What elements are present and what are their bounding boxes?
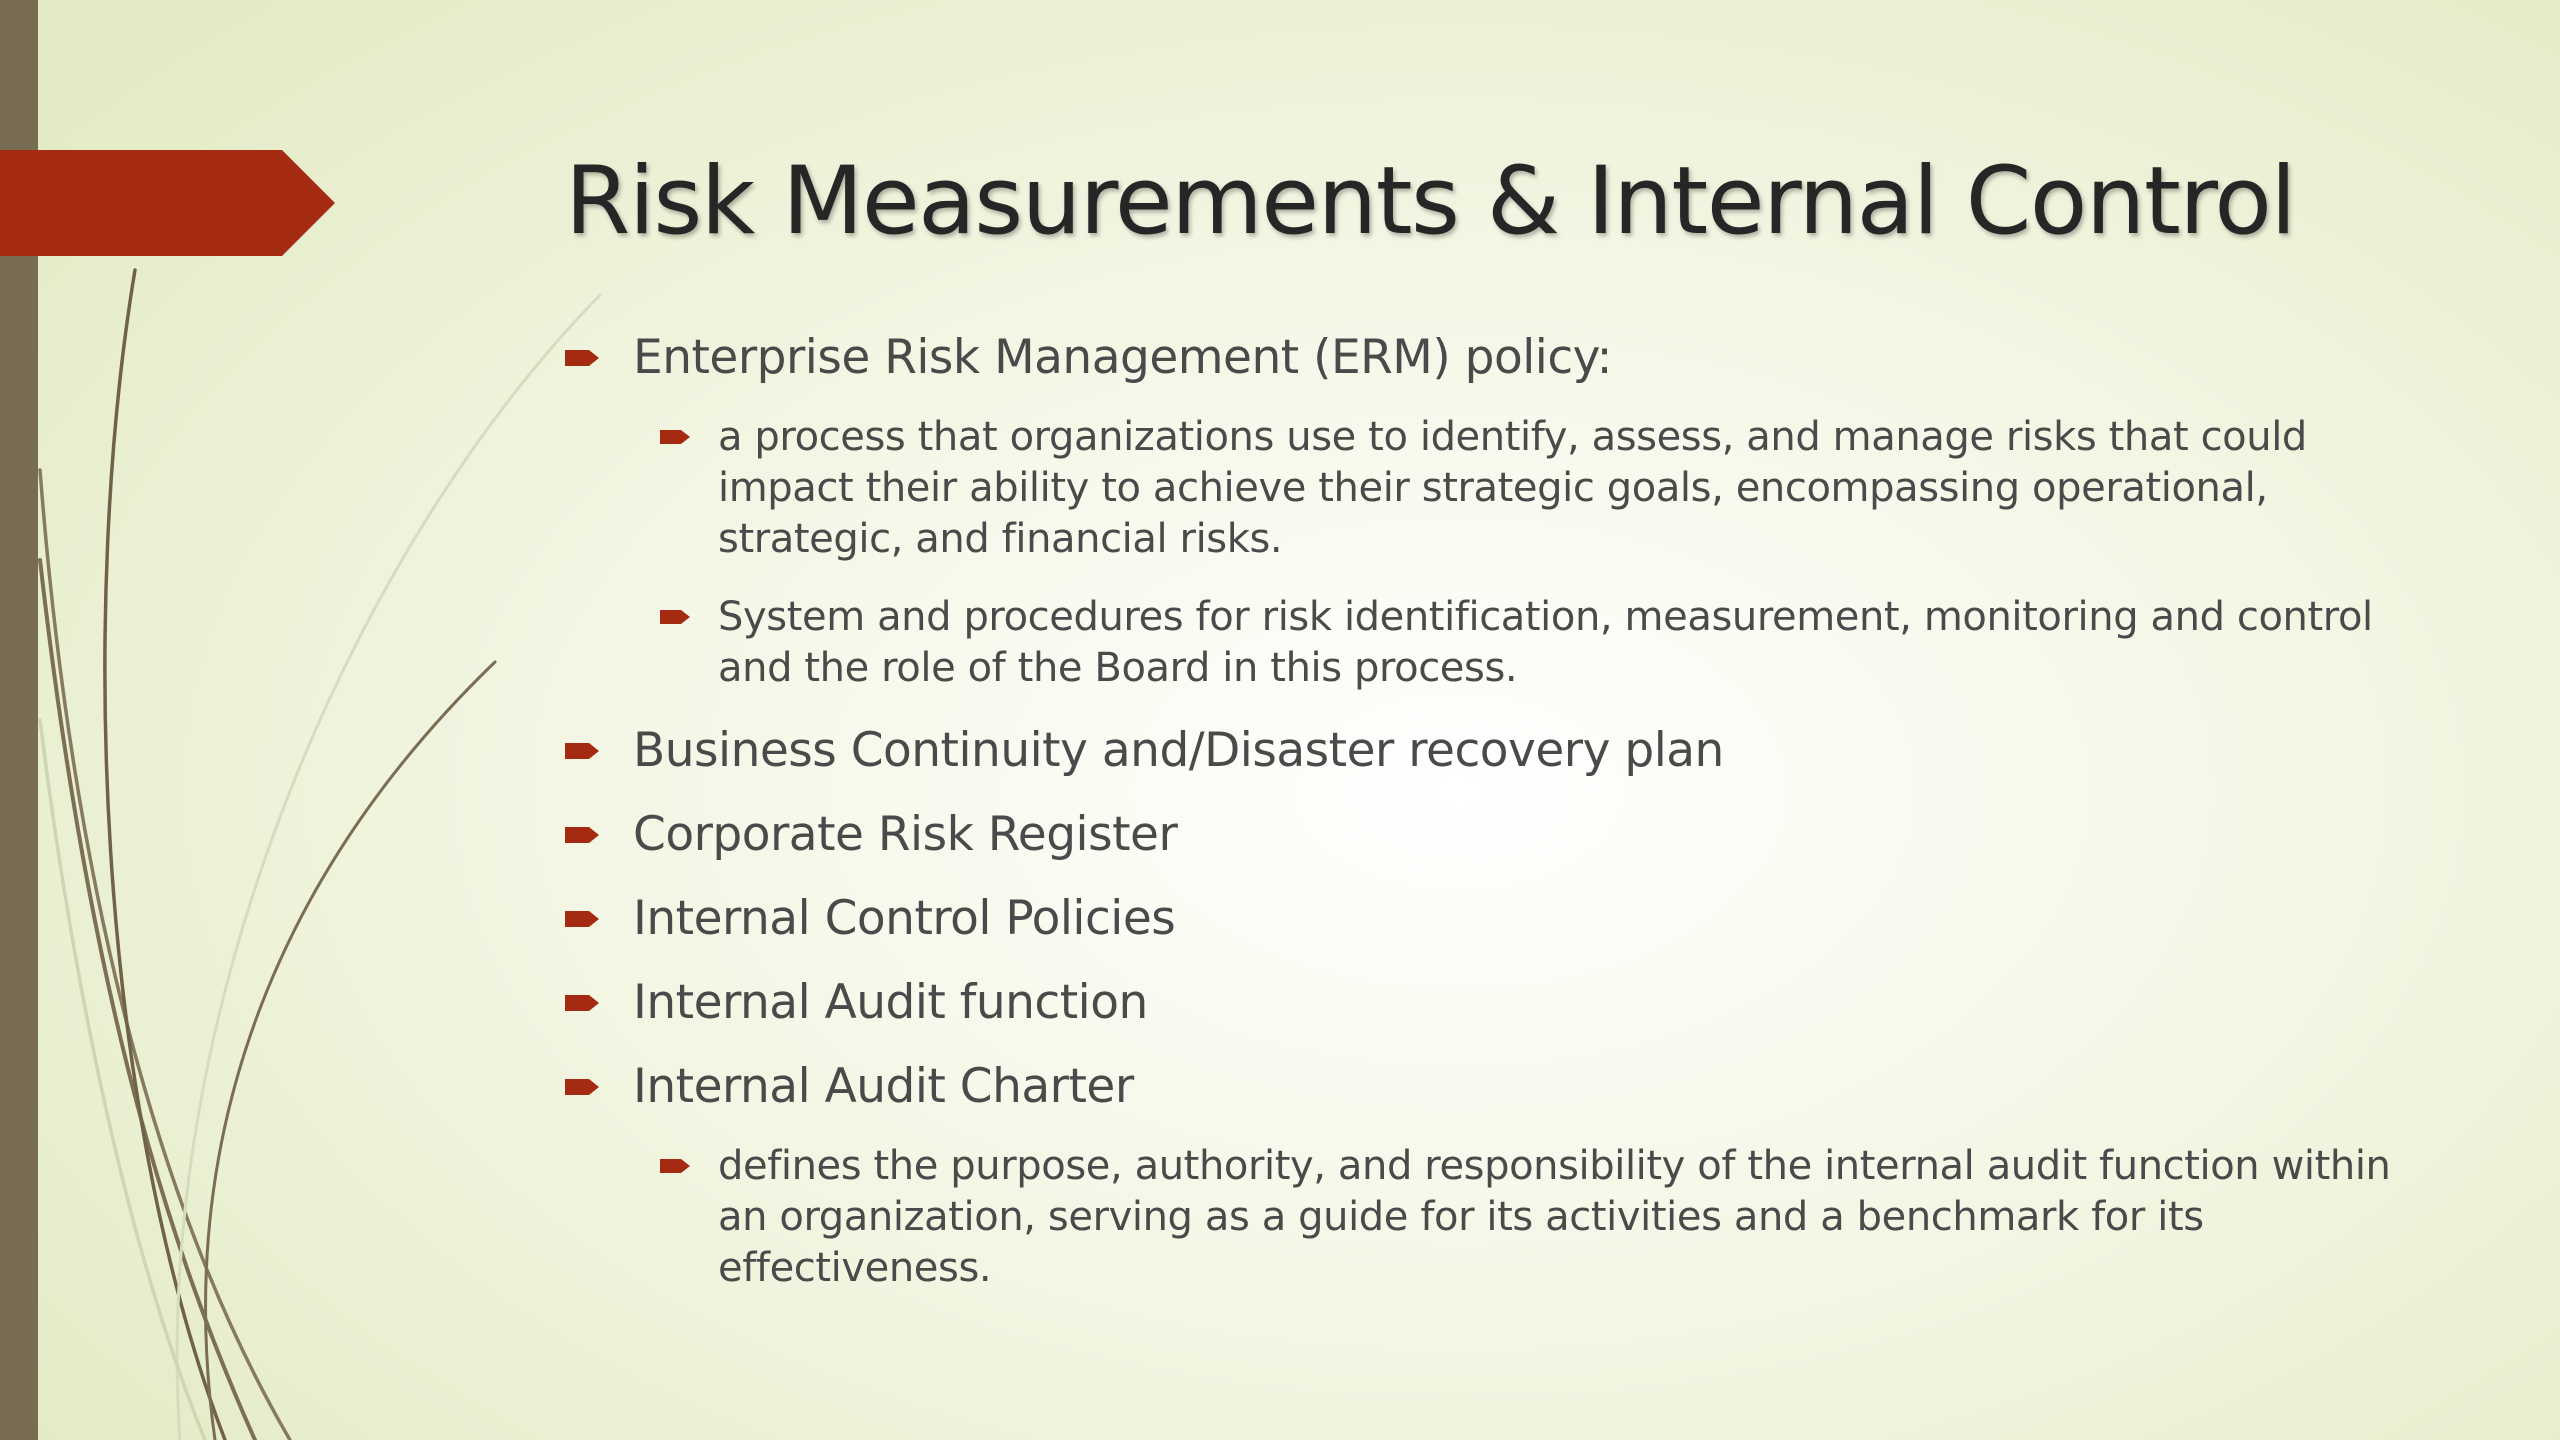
sub-bullet-text: System and procedures for risk identification, measurement, monitoring and control and the role of the Board in this process. [718,594,2373,691]
bullet-item-audit-function [565,973,2395,1033]
bullet-item-internal-control [565,889,2395,949]
bullet-text: Corporate Risk Register [633,807,1178,862]
bullet-text: Business Continuity and/Disaster recovery plan [633,723,1724,778]
sub-bullet-item-erm-system [660,592,2395,694]
bullet-list [565,328,2395,1321]
sub-bullet-item-charter-definition [660,1141,2395,1294]
bullet-item-business-continuity [565,721,2395,781]
arrow-bullet-icon [565,741,601,761]
sub-bullet-text: defines the purpose, authority, and responsibility of the internal audit function within an organization, serving as a guide for its activities and a benchmark for its effectiveness. [718,1143,2391,1291]
bullet-text: Internal Audit Charter [633,1059,1134,1114]
arrow-bullet-icon [660,1157,692,1175]
arrow-bullet-icon [565,909,601,929]
arrow-bullet-icon [660,608,692,626]
bullet-text: Internal Control Policies [633,891,1176,946]
sub-bullet-text: a process that organizations use to identify, assess, and manage risks that could impact their ability to achieve their strategic goals, encompassing operational, strategic, and financial risks. [718,414,2307,562]
bullet-item-audit-charter [565,1057,2395,1117]
arrow-bullet-icon [565,993,601,1013]
arrow-bullet-icon [660,428,692,446]
sub-bullet-item-erm-process [660,412,2395,565]
bullet-item-risk-register [565,805,2395,865]
arrow-bullet-icon [565,1077,601,1097]
title-arrow-banner [0,150,335,256]
slide-title: Risk Measurements & Internal Control [565,147,2296,256]
arrow-bullet-icon [565,348,601,368]
arrow-bullet-icon [565,825,601,845]
bullet-item-erm [565,328,2395,388]
bullet-text: Internal Audit function [633,975,1148,1030]
bullet-text: Enterprise Risk Management (ERM) policy: [633,330,1612,385]
